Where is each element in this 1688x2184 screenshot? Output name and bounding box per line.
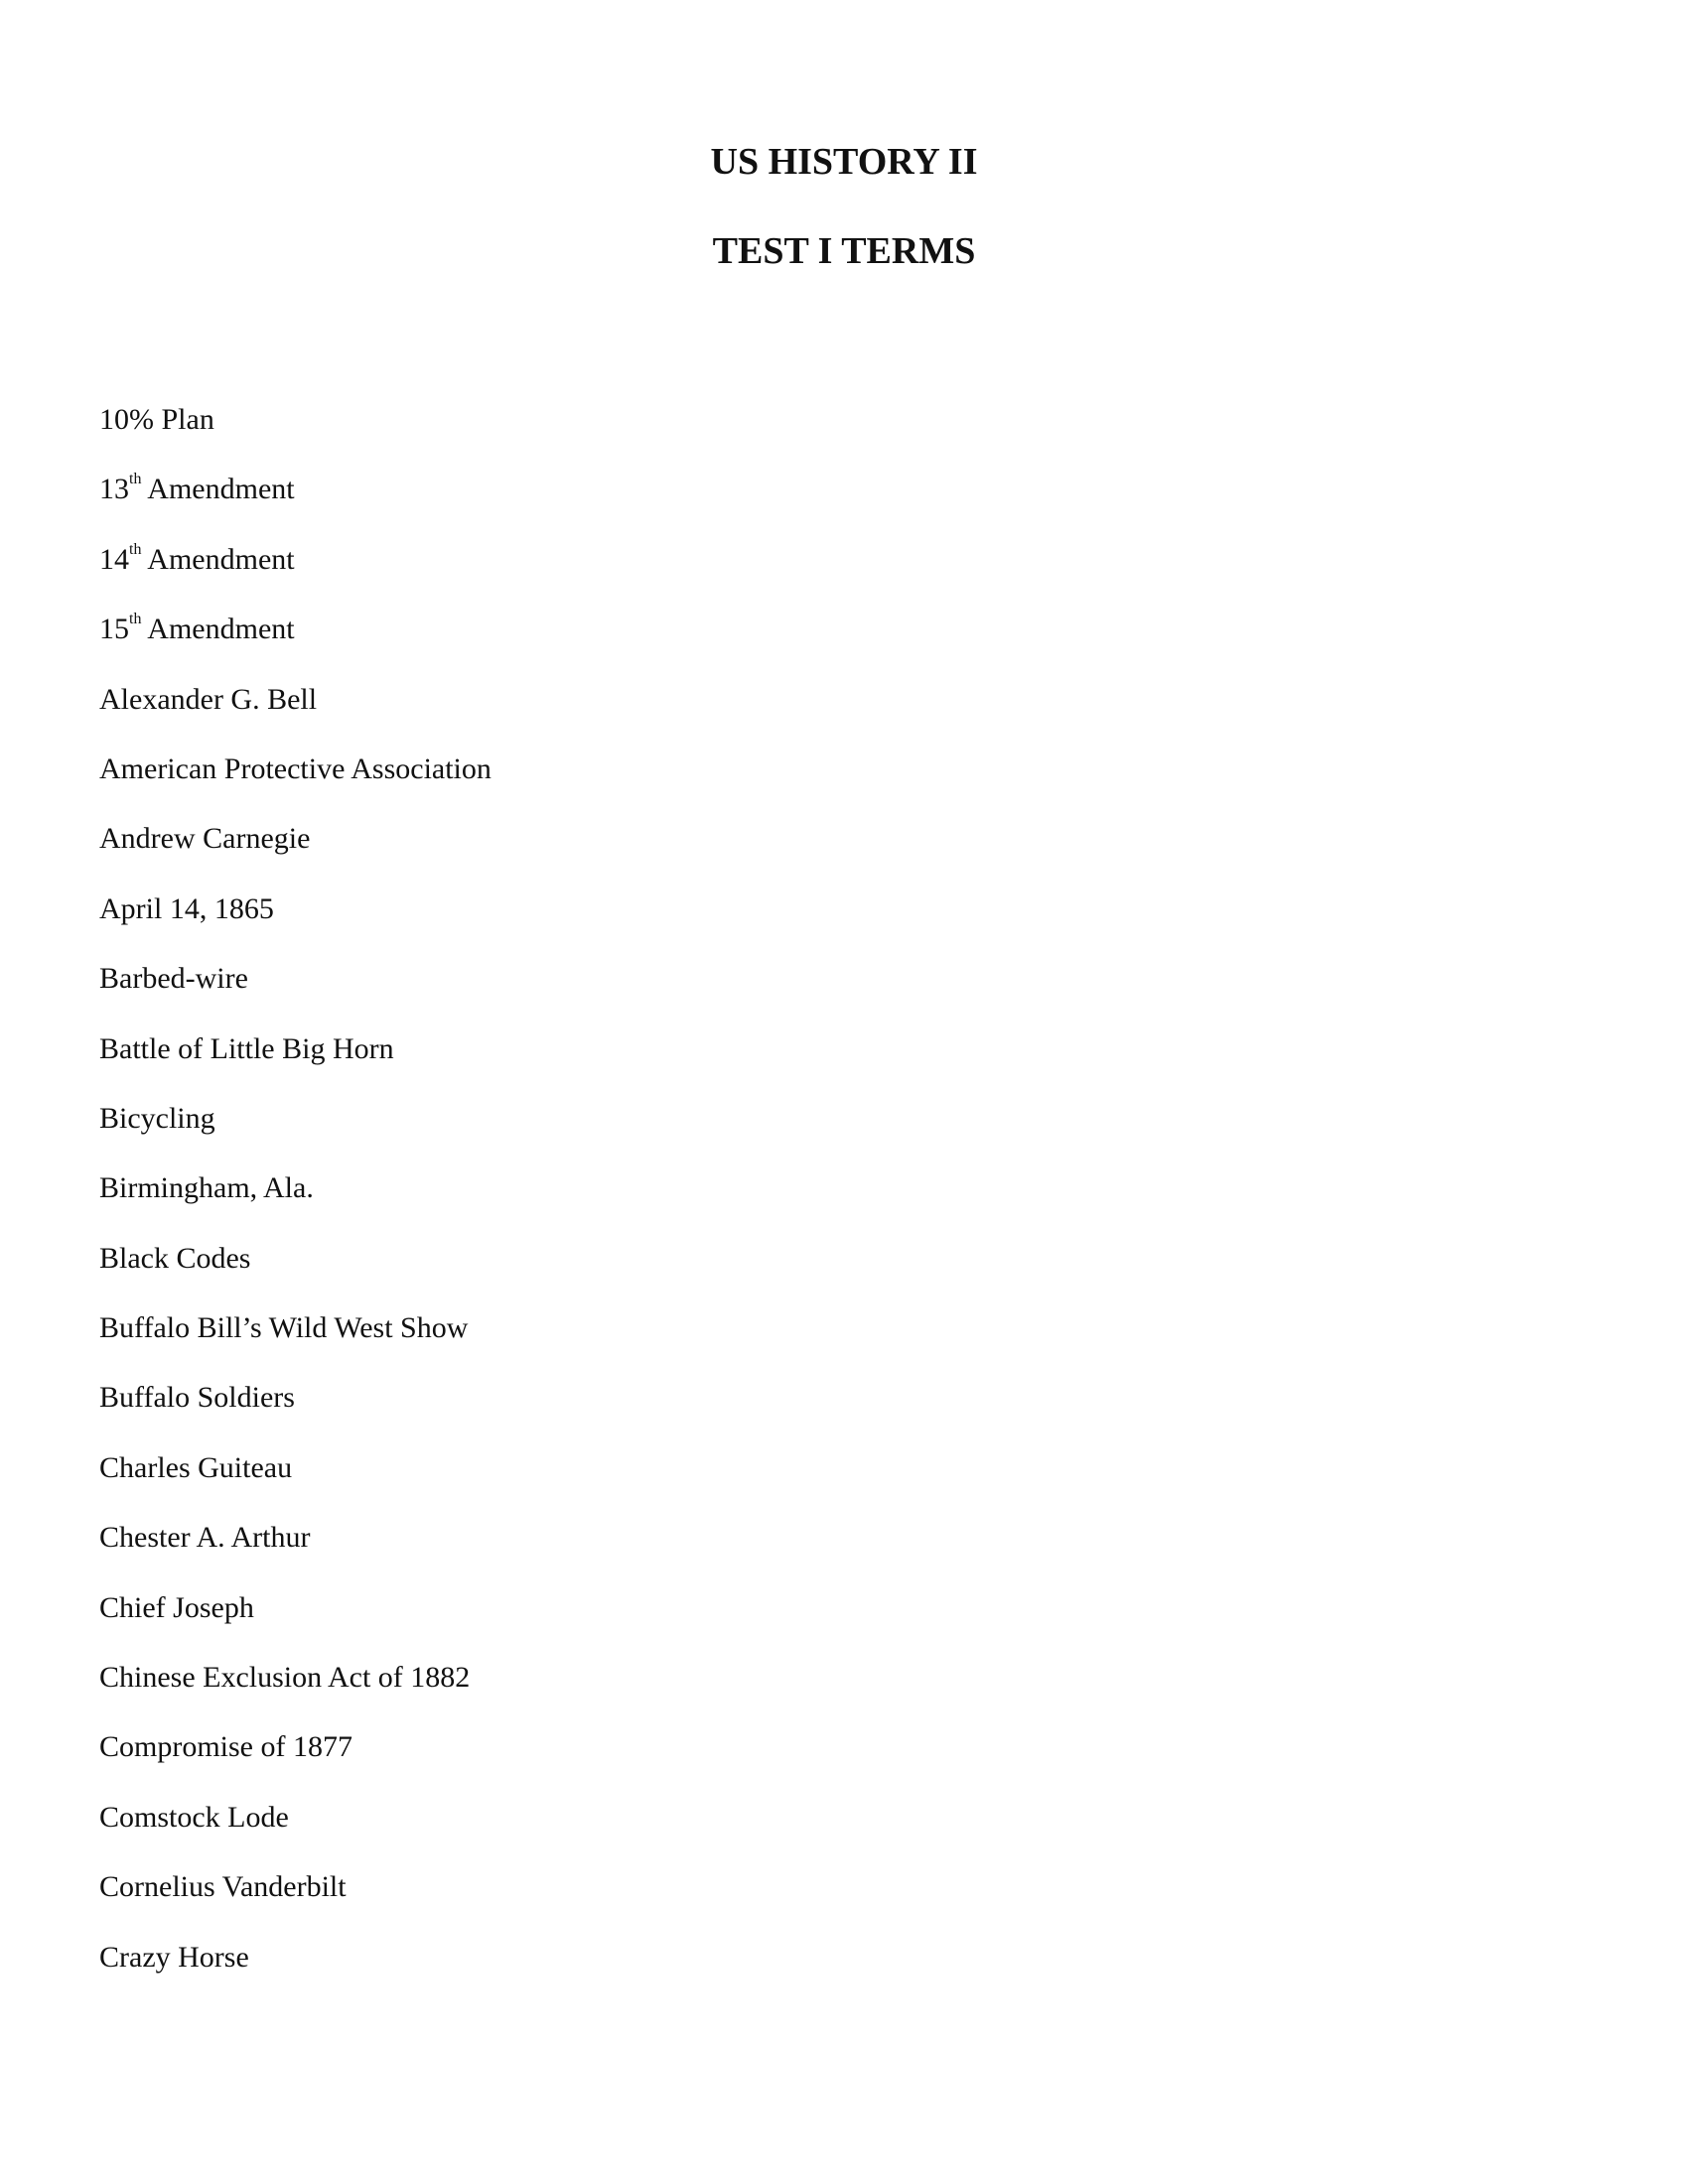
term-item [99,819,492,888]
term-item [99,1588,492,1658]
term-ordinal-suffix: th [129,611,142,628]
term-ordinal-suffix: th [129,540,142,558]
term-item [99,1727,492,1797]
term-item [99,1378,492,1447]
term-item [99,1798,492,1867]
term-number: 15 [99,613,129,646]
term-item [99,610,492,679]
term-text: Black Codes [99,1241,251,1275]
term-text: Chinese Exclusion Act of 1882 [99,1661,471,1695]
term-text: Amendment [141,613,295,646]
term-item [99,1239,492,1308]
term-text: April 14, 1865 [99,891,274,925]
term-text: Amendment [141,473,295,506]
term-text: Buffalo Soldiers [99,1381,295,1415]
term-item [99,1518,492,1587]
term-text: Comstock Lode [99,1800,289,1834]
term-text: American Protective Association [99,751,492,785]
term-number: 13 [99,473,129,506]
term-text: Buffalo Bill’s Wild West Show [99,1311,469,1345]
term-item [99,1308,492,1378]
term-ordinal-suffix: th [129,471,142,488]
term-item [99,889,492,959]
term-number: 14 [99,542,129,576]
page-subtitle: TEST I TERMS [712,230,976,272]
term-text: Chester A. Arthur [99,1521,311,1555]
term-item [99,680,492,750]
term-text: Compromise of 1877 [99,1730,352,1764]
term-text: Chief Joseph [99,1590,254,1624]
term-item [99,1168,492,1238]
term-item [99,1099,492,1168]
term-item [99,1029,492,1099]
term-text: Bicycling [99,1101,215,1135]
term-text: Cornelius Vanderbilt [99,1870,347,1904]
term-item [99,959,492,1028]
page-title: US HISTORY II [710,141,978,183]
term-text: Crazy Horse [99,1940,249,1974]
term-text: Barbed-wire [99,962,248,996]
term-item [99,1867,492,1937]
term-item [99,470,492,539]
term-text: Battle of Little Big Horn [99,1031,394,1065]
term-item [99,540,492,610]
term-text: 10% Plan [99,403,214,436]
term-text: Alexander G. Bell [99,682,318,716]
term-text: Amendment [141,542,295,576]
term-item [99,1938,492,2007]
term-item [99,1658,492,1727]
term-item [99,1448,492,1518]
term-text: Andrew Carnegie [99,822,311,856]
term-text: Charles Guiteau [99,1450,293,1484]
terms-list [99,400,492,2007]
term-text: Birmingham, Ala. [99,1171,314,1205]
term-item [99,400,492,470]
term-item [99,750,492,819]
